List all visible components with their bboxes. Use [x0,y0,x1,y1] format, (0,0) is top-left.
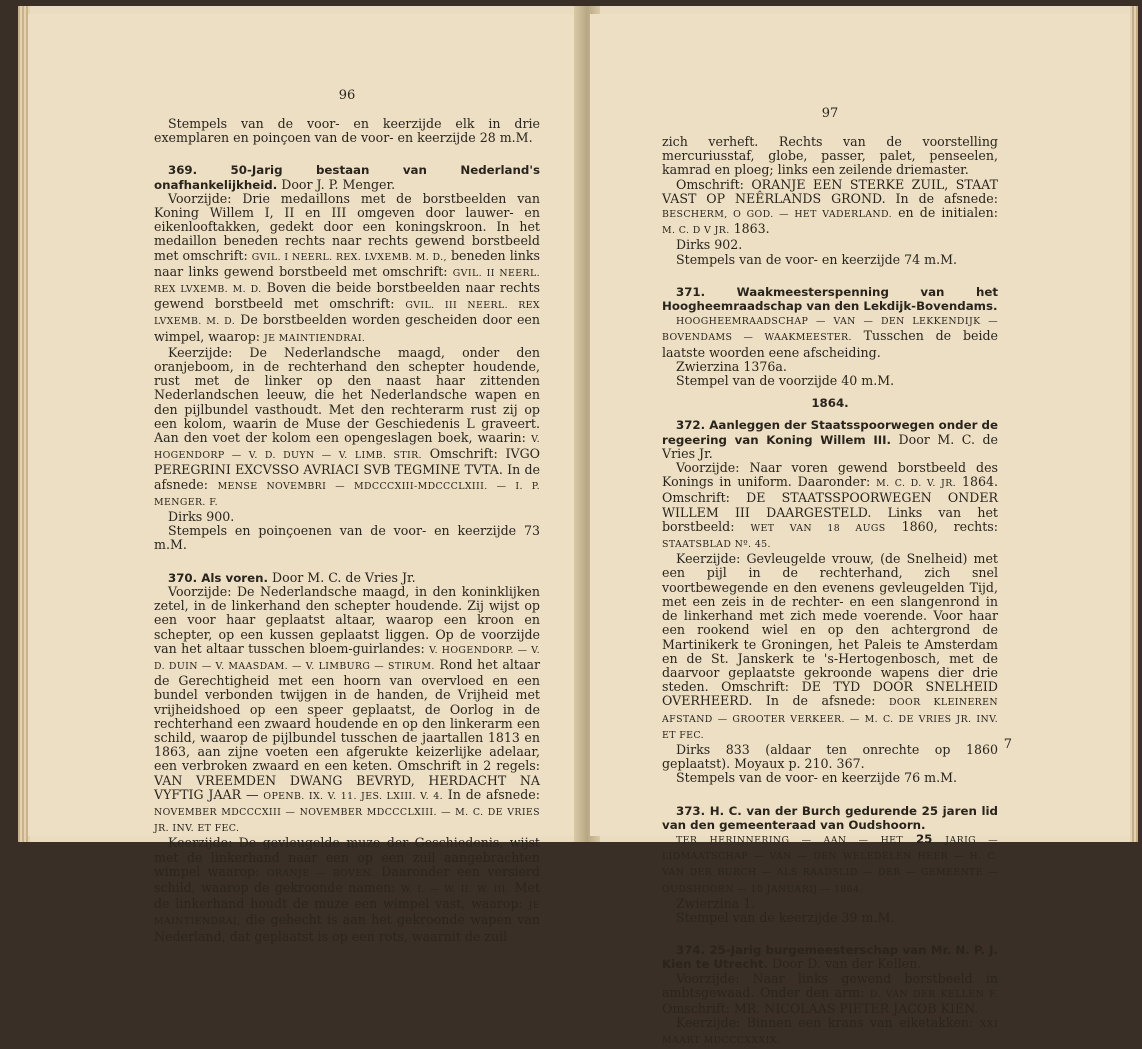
text-run: Voorzijde: De Nederlandsche maagd, in den koninklijken zetel, in de linkerhand den schepter houdende. Zij wijst op een voor haar geplaatst altaar, waarop een kroon en schepter, op een kussen geplaatst liggen. Op de voorzijde van het altaar tusschen bloem-guirlandes: [154,583,540,656]
page-number: 97 [821,106,839,121]
legend-text: XXI MAART MDCCCXXXIX. [662,1019,998,1047]
legend-text: GVIL. II NEERL. REX LVXEMB. M. D. [154,267,540,296]
entry-372-reference: Dirks 833 (aldaar ten onrechte op 1860 geplaatst). Moyaux p. 210. 367. [662,741,998,772]
entry-369-dies: Stempels en poinçoenen van de voor- en keerzijde 73 m.M. [154,523,540,553]
entry-370-continuation: zich verheft. Rechts van de voorstelling mercuriusstaf, globe, passer, palet, penseelen, kamrad en ploeg; links een zeilende driemaster. [662,134,998,178]
legend-text: JE MAINTIENDRAI. [264,332,366,344]
entry-370-obverse [154,585,540,836]
text-run: Omschrift: IVGO PEREGRINI EXCVSSO AVRIACI SVB TEGMINE TVTA. In de afsnede: [154,446,540,492]
entry-374-reverse [662,1016,998,1048]
text-run: Keerzijde: Gevleugelde vrouw, (de Snelheid) met een pijl in de rechterhand, zich snel voortbewegende en den evenens gevleugelden Tijd, met een zeis in de rechter- en een slangenrond in de linkerhand met zich mede voerende. Voor haar een rookend wiel en op den achtergrond de Martinikerk te Groningen, het Paleis te Amsterdam en de St. Janskerk te 's-Hertogenbosch, met de daarvoor geplaatste gekroonde wapens dier drie steden. Omschrift: DE TYD DOOR SNELHEID OVERHEERD. In de afsnede: [662,551,998,709]
entry-370-dies: Stempels van de voor- en keerzijde 74 m.M. [676,251,957,267]
entry-372-obverse [662,461,998,552]
text-run: Omschrift: ORANJE EEN STERKE ZUIL, STAAT VAST OP NEÊRLANDS GROND. In de afsnede: [662,176,998,206]
entry-heading: 370. Als voren. [168,570,269,585]
legend-text: JE MAINTIENDRAI, [154,900,540,928]
book-spread [18,6,1138,1047]
entry-byline: Door D. van der Kellen. [768,956,922,972]
text-run: en de initialen: [891,205,998,221]
legend-text: BESCHERM, O GOD. — HET VADERLAND. [662,209,892,221]
entry-374-heading [662,943,998,971]
legend-text: ORANJE — BOVEN. [266,867,374,879]
entry-heading: 372. Aanleggen der Staatsspoorwegen onder de regeering van Koning Willem III. [662,418,998,447]
legend-text: OPENB. IX. V. 11. JES. LXIII. V. 4. [263,790,443,802]
text-run: Keerzijde: Binnen een krans van eiketakken: [676,1015,980,1031]
text-run: De borstbeelden worden gescheiden door een wimpel, waarop: [154,312,540,344]
legend-text: V. HOGENDORP. — V. D. DUIN — V. MAASDAM. — V. LIMBURG — STIRUM. [154,644,540,672]
entry-byline: Door M. C. de Vries Jr. [662,431,998,461]
entry-369-reverse [154,346,540,510]
text-run: 1863. [729,221,770,237]
intro-paragraph: Stempels van de voor- en keerzijde elk in drie exemplaren en poinçoen van de voor- en keerzijde 28 m.M. [154,116,540,146]
text-run: Voorzijde: Naar voren gewend borstbeeld des Konings in uniform. Daaronder: [662,460,998,490]
legend-text: M. C. D. V. JR. [876,478,957,490]
entry-371-legend [662,313,998,360]
page-edges-right [1130,6,1138,842]
entry-373-legend [662,832,998,897]
entry-heading: 369. 50-Jarig bestaan van Nederland's onafhankelijkheid. [154,163,540,192]
left-page [28,14,580,944]
entry-heading: 371. Waakmeesterspenning van het Hoogheemraadschap van den Lekdijk-Bovendams. [662,284,998,314]
text-run: 1860, rechts: [885,518,999,534]
text-run: Omschrift: MR. NICOLAAS PIETER JACOB KIEN. [662,1000,979,1016]
entry-371-heading [662,285,998,313]
text-run: Voorzijde: Naar links gewend borstbeeld in ambtsgewaad. Onder den arm: [662,970,998,1000]
entry-370-heading [154,571,540,585]
entry-372-reverse [662,552,998,743]
text-run: Met de linkerhand houdt de muze een wimpel vast, waarop: [154,879,540,912]
entry-369-reference: Dirks 900. [168,509,235,525]
entry-371-dies: Stempel van de voorzijde 40 m.M. [676,373,895,389]
legend-text: MENSE NOVEMBRI — MDCCCXIII-MDCCCLXIII. — I. P. MENGER. F. [154,480,540,508]
text-run: die gehecht is aan het gekroonde wapen van Nederland, dat geplaatst is op een rots, waarnit de zuil [154,912,540,944]
legend-number: 25 [903,831,946,846]
entry-373-reference: Zwierzina 1. [676,895,756,911]
text-run: beneden links naar links gewend borstbeeld met omschrift: [154,247,540,279]
right-page [590,14,1130,1047]
entry-372-dies: Stempels van de voor- en keerzijde 76 m.M. [676,770,957,786]
entry-373-heading [662,804,998,832]
entry-373-dies: Stempel van de keerzijde 39 m.M. [676,909,895,925]
page-text [154,117,540,944]
page-number: 96 [338,88,356,103]
entry-372-heading [662,418,998,461]
signature-mark: 7 [1003,737,1012,752]
legend-text: GVIL. III NEERL. REX LVXEMB. M. D. [154,300,540,328]
legend-text: WET VAN 18 AUGS [750,522,886,534]
legend-text: JARIG — LIDMAATSCHAP — VAN — DEN WELEDELEN HEER — H. C. VAN DER BURCH — ALS RAADSLID — DER — GEMEENTE — OUDSHOORN — 10 JANUARIJ — 1864. [662,834,999,895]
entry-byline: Door J. P. Menger. [277,176,396,192]
legend-text: GVIL. I NEERL. REX. LVXEMB. M. D., [251,251,447,263]
text-run: Keerzijde: De gevleugelde muze der Geschiedenis, wijst met de linkerhand naar een op een zuil aangebrachten wimpel waarop: [154,835,540,879]
entry-371-reference: Zwierzina 1376a. [676,358,787,374]
text-run: In de afsnede: [442,786,541,802]
entry-370-reference: Dirks 902. [676,237,743,253]
entry-369-obverse [154,192,540,346]
entry-heading: 374. 25-Jarig burgemeesterschap van Mr. N. P. J. Kien te Utrecht. [662,943,998,972]
legend-text: D. VAN DER KELLEN F. [869,988,998,1000]
legend-text: TER HERINNERING — AAN — HET [676,834,904,846]
entry-byline: Door M. C. de Vries Jr. [268,569,416,585]
legend-text: STAATSBLAD Nº. 45. [662,539,771,551]
legend-text: NOVEMBER MDCCCXIII — NOVEMBER MDCCCLXIII. — M. C. DE VRIES JR. INV. ET FEC. [154,806,540,835]
entry-374-obverse [662,972,998,1017]
text-run: Tusschen de beide laatste woorden eene afscheiding. [662,328,999,360]
text-run: Rond het altaar de Gerechtigheid met een hoorn van overvloed en een bundel verbonden twijgen in de handen, de Vrijheid met vrijheidshoed op een speer geplaatst, de Oorlog in de rechterhand een zwaard houdende en op den linkerarm een schild, waarop de pijlbundel tusschen de jaartallen 1813 en 1863, aan zijne voeten een afgerukte keizerlijke adelaar, een verbroken zwaard en een keten. Omschrift in 2 regels: VAN VREEMDEN DWANG BEVRYD, HERDACHT NA VYFTIG JAAR — [154,656,540,802]
legend-text: V. HOGENDORP — V. D. DUYN — V. LIMB. STIR. [154,434,540,462]
text-run: Keerzijde: De Nederlandsche maagd, onder den oranjeboom, in de rechterhand den schepter houdende, rust met de linker op den naast haar zittenden Nederlandschen leeuw, die het Nederlandsche wapen en den pijlbundel vasthoudt. Met den rechterarm rust zij op een kolom, waarin de Muse der Geschiedenis L graveert. Aan den voet der kolom een opengeslagen boek, waarin: [154,344,540,446]
entry-369-heading [154,163,540,191]
entry-370-legend [662,178,998,239]
entry-370-reverse [154,836,540,943]
page-text [662,135,998,1049]
text-run: Daaronder een versierd schild, waarop de gekroonde namen: [154,863,540,895]
legend-text: DOOR KLEINEREN AFSTAND — GROOTER VERKEER. — M. C. DE VRIES JR. INV. ET FEC. [662,697,998,741]
text-run: Voorzijde: Drie medaillons met de borstbeelden van Koning Willem I, II en III omgeven door lauwer- en eikenlooftakken, gedekt door een koningskroon. In het medaillon beneden rechts naar rechts gewend borstbeeld met omschrift: [154,190,540,263]
legend-text: M. C. D V JR. [662,225,730,237]
entry-heading: 373. H. C. van der Burch gedurende 25 jaren lid van den gemeenteraad van Oudshoorn. [662,803,998,832]
text-run: 1864. Omschrift: DE STAATSSPOORWEGEN ONDER WILLEM III DAARGESTELD. Links van het borstbeeld: [662,474,998,534]
text-run: Boven die beide borstbeelden naar rechts gewend borstbeeld met omschrift: [154,280,540,312]
legend-text: W. I. — W. II. W. III. [400,883,510,895]
year-heading: 1864. [811,396,849,411]
legend-text: HOOGHEEMRAADSCHAP — VAN — DEN LEKKENDIJK — BOVENDAMS — WAAKMEESTER. [662,316,998,344]
